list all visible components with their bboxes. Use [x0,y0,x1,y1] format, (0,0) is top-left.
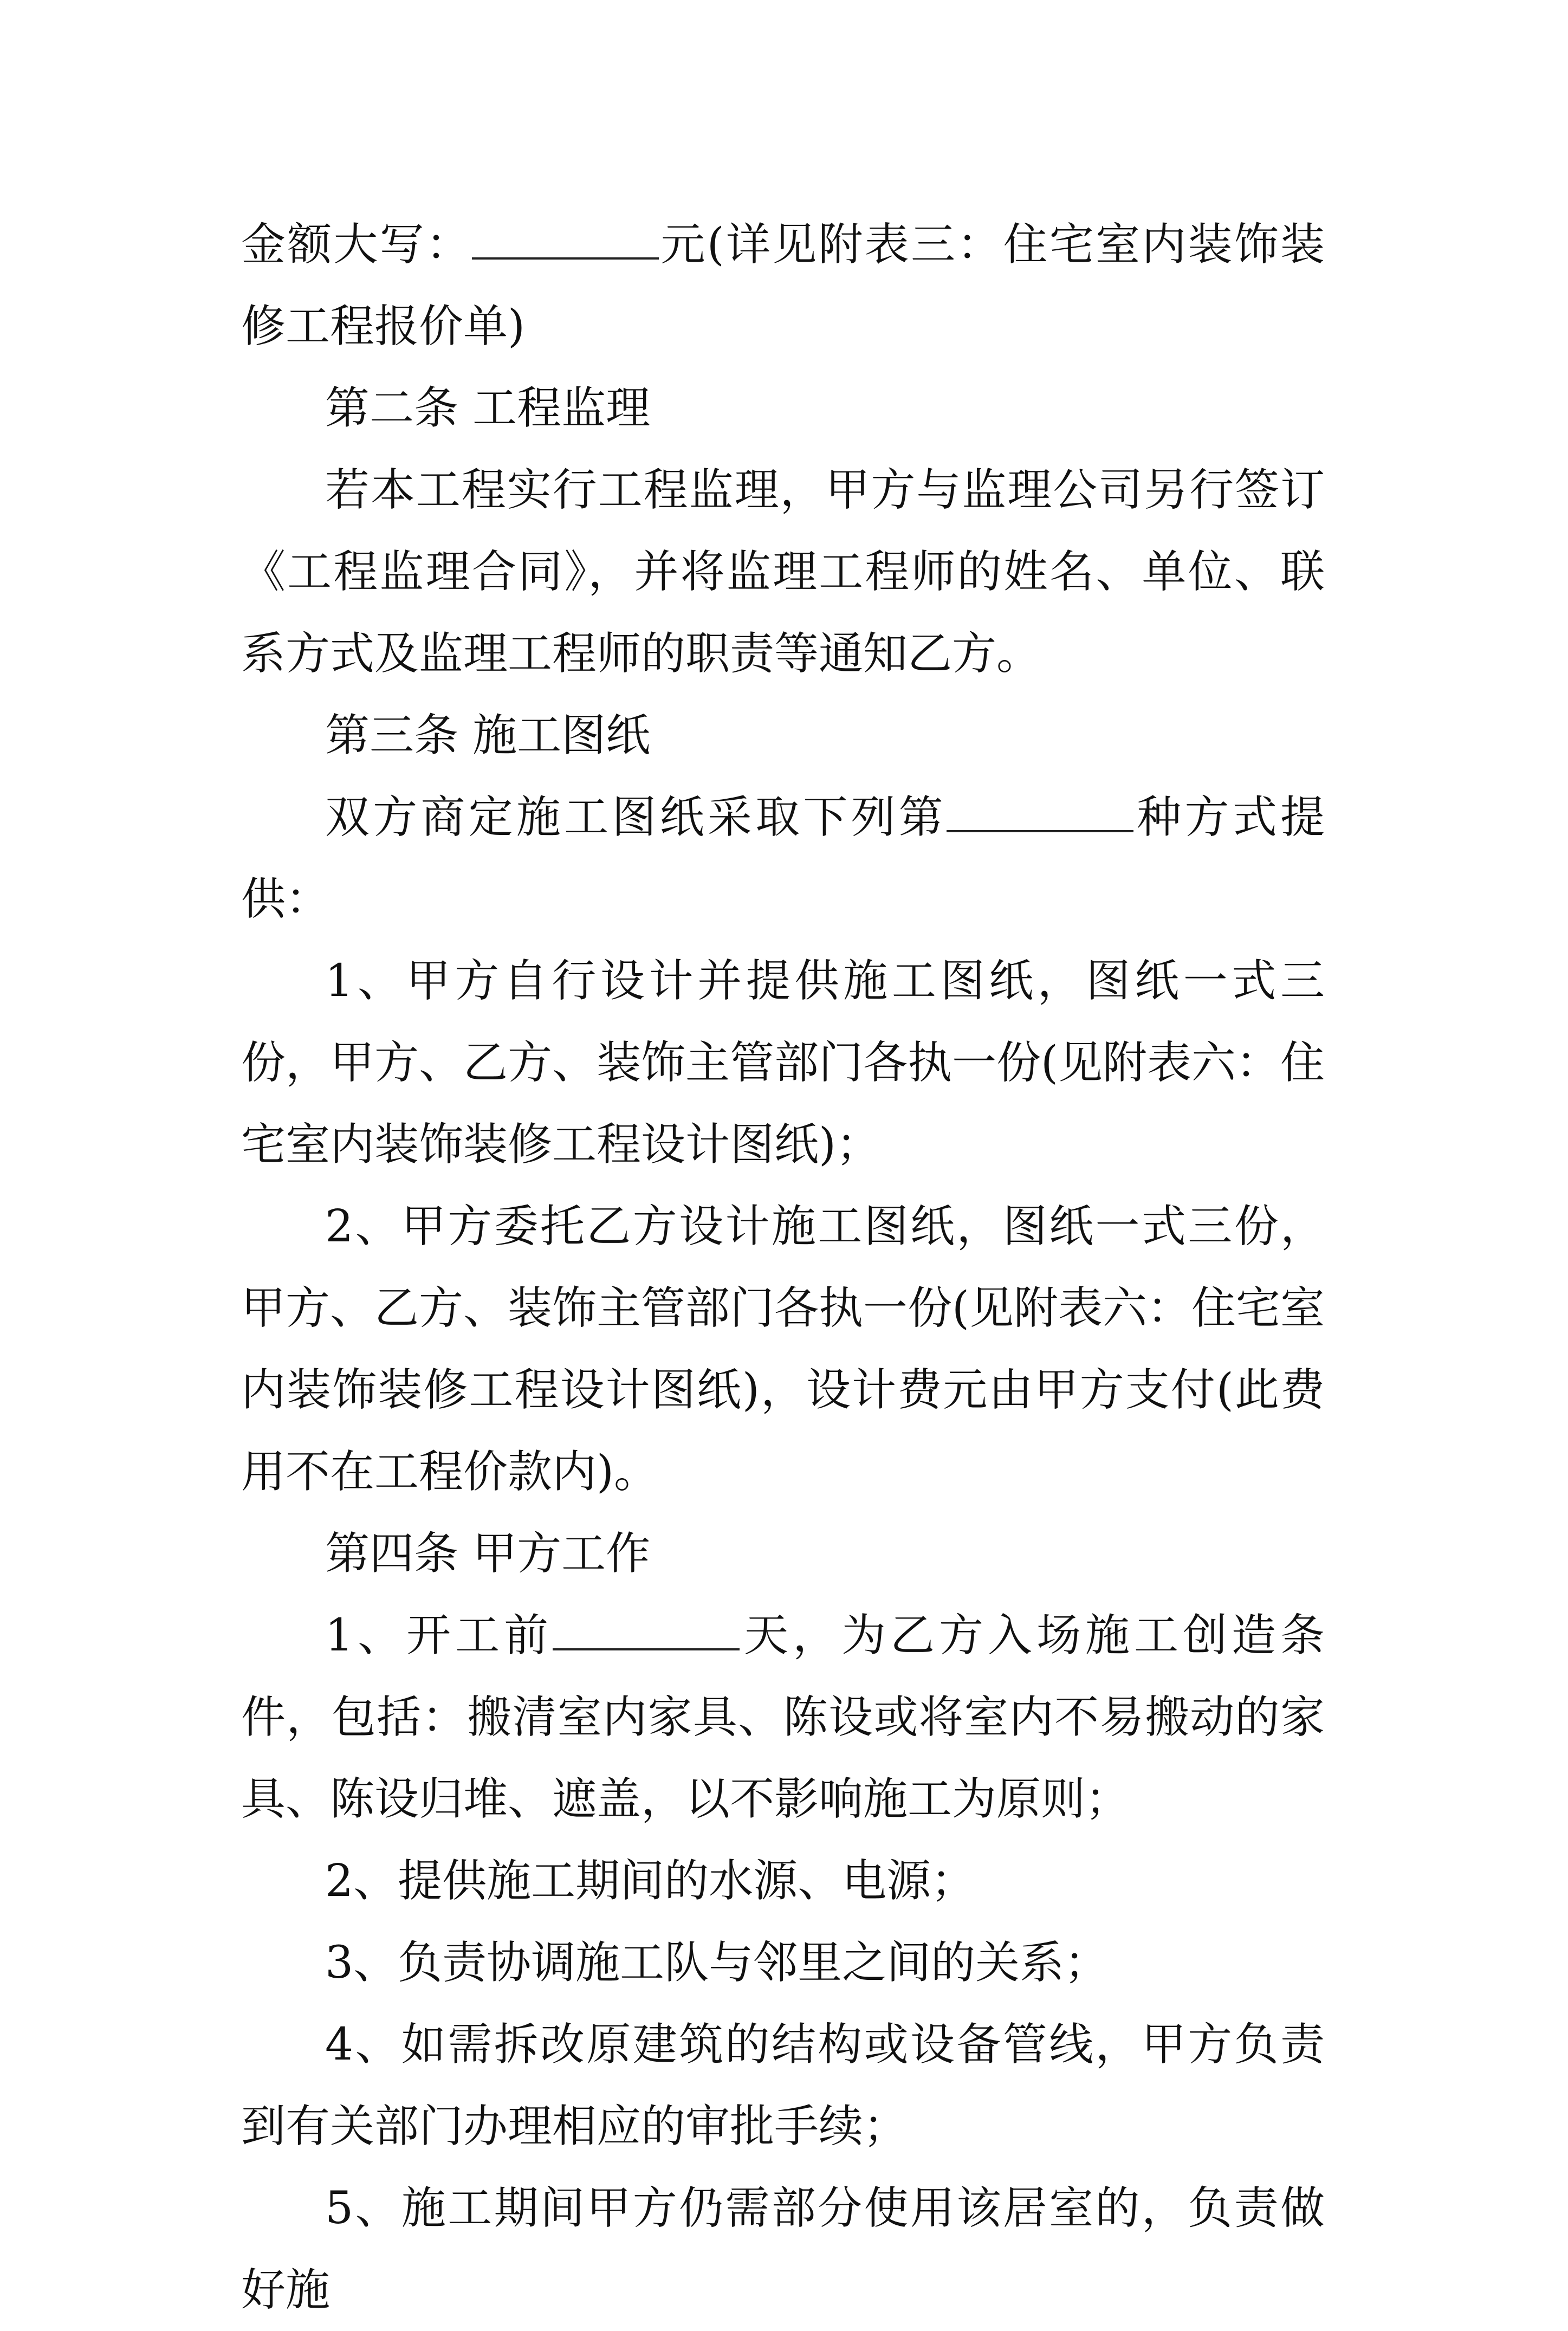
item-1-text: 天，为乙方入场施工创造条件，包括：搬清室内家具、陈设或将室内不易搬动的家具、陈设归堆、遮盖，以不影响施工为原则； [241,1610,1325,1825]
paragraph-supervision: 若本工程实行工程监理，甲方与监理公司另行签订《工程监理合同》，并将监理工程师的姓名、单位、联系方式及监理工程师的职责等通知乙方。 [241,464,1325,679]
amount-blank [472,222,659,260]
drawing-method-text: 双方商定施工图纸采取下列第 [325,792,947,843]
paragraph-party-a-item-2: 2、提供施工期间的水源、电源； [325,1855,976,1907]
paragraph-party-a-item-1 [241,1595,1325,1840]
document-body [241,204,1325,2331]
days-blank [553,1613,740,1650]
item-1-prefix: 1、开工前 [325,1610,553,1661]
paragraph-party-a-item-4: 4、如需拆改原建筑的结构或设备管线，甲方负责到有关部门办理相应的审批手续； [241,2019,1325,2152]
paragraph-drawing-option-2: 2、甲方委托乙方设计施工图纸，图纸一式三份，甲方、乙方、装饰主管部门各执一份(见附表六：住宅室内装饰装修工程设计图纸)，设计费元由甲方支付(此费用不在工程价款内)。 [241,1201,1325,1498]
paragraph-drawing-method [241,776,1325,940]
heading-article-4: 第四条 甲方工作 [325,1528,651,1579]
drawing-method-blank [947,794,1133,832]
paragraph-party-a-item-3: 3、负责协调施工队与邻里之间的关系； [325,1937,1109,1989]
amount-note: 元(详见附表三：住宅室内装饰装修工程报价单) [241,219,1325,352]
paragraph-drawing-option-1: 1、甲方自行设计并提供施工图纸，图纸一式三份，甲方、乙方、装饰主管部门各执一份(见附表六：住宅室内装饰装修工程设计图纸)； [241,955,1325,1170]
drawing-method-tail: 种方式提供： [241,792,1325,925]
heading-article-3: 第三条 施工图纸 [325,710,651,761]
amount-label: 金额大写： [241,219,472,270]
paragraph-party-a-item-5: 5、施工期间甲方仍需部分使用该居室的，负责做好施 [241,2183,1325,2316]
heading-article-2: 第二条 工程监理 [325,383,651,434]
paragraph-amount [241,204,1325,367]
